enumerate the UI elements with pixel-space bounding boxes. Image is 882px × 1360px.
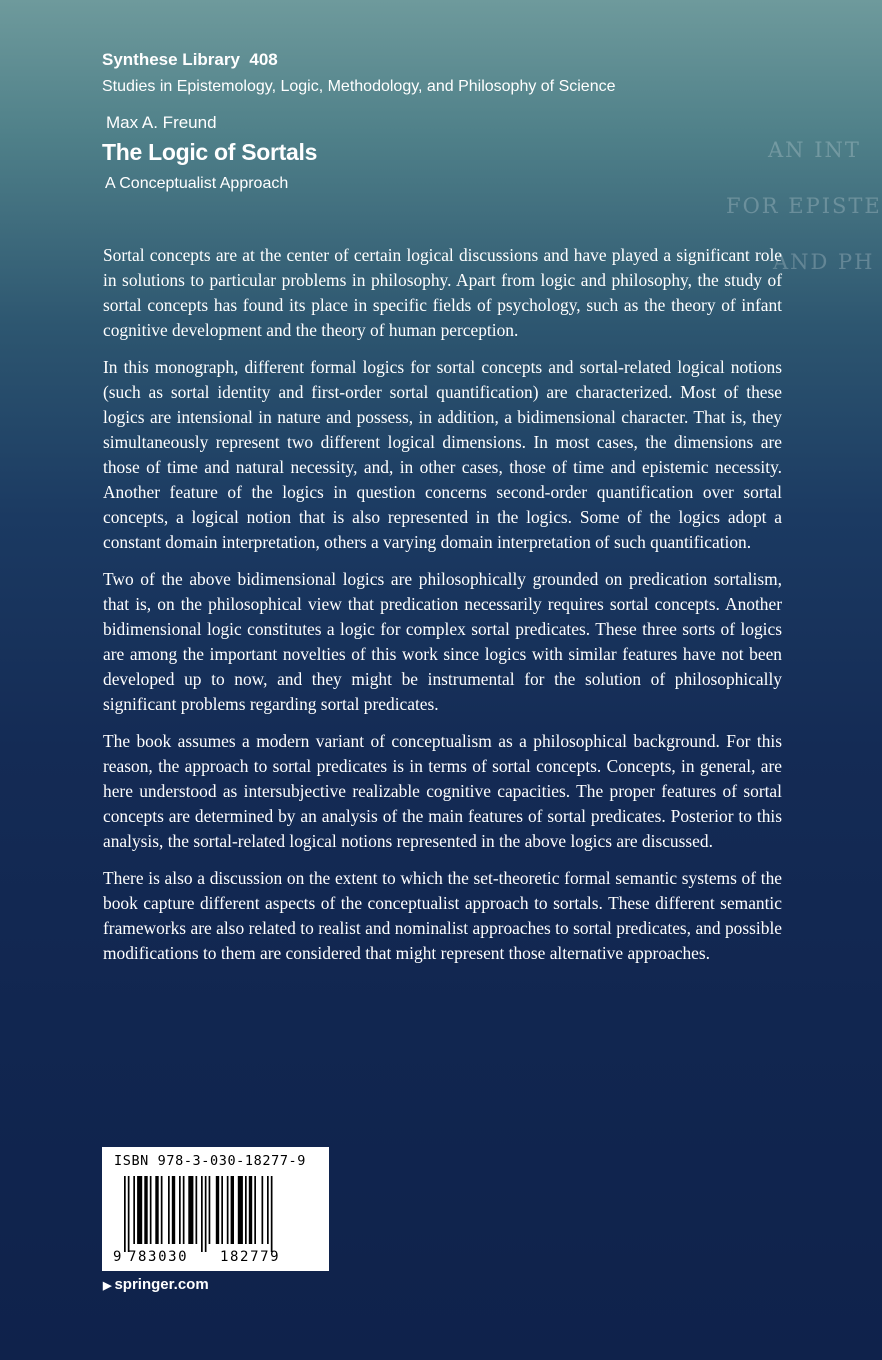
series-title: Synthese Library 408 [102, 50, 278, 69]
isbn-barcode-box [102, 1147, 329, 1271]
barcode-bar [209, 1176, 211, 1244]
isbn-label: ISBN 978-3-030-18277-9 [114, 1153, 307, 1169]
book-subtitle: A Conceptualist Approach [105, 175, 289, 192]
barcode-leading-digit: 9 [113, 1249, 122, 1265]
barcode-bar [188, 1176, 193, 1244]
back-cover-blurb [103, 243, 782, 978]
barcode-bar [172, 1176, 175, 1244]
barcode-bar [254, 1176, 256, 1244]
barcode-bar [267, 1176, 269, 1244]
play-arrow-icon: ▶ [103, 1280, 112, 1292]
barcode-bar [238, 1176, 243, 1244]
barcode-bar [205, 1176, 207, 1252]
barcode-bar [124, 1176, 126, 1252]
series-subtitle: Studies in Epistemology, Logic, Methodology, and Philosophy of Science [102, 78, 616, 95]
barcode-bar [179, 1176, 181, 1244]
background-text-line: FOR EPISTE [726, 194, 882, 218]
barcode-bar [271, 1176, 273, 1252]
barcode-bar [249, 1176, 252, 1244]
barcode-bar [161, 1176, 163, 1244]
blurb-paragraph: Sortal concepts are at the center of certain logical discussions and have played a significant role in solutions to particular problems in philosophy. Apart from logic and philosophy, the study of sortal concepts has found its place in specific fields of psychology, such as the theory of infant cognitive development and the theory of human perception. [103, 245, 782, 340]
barcode-bar [168, 1176, 170, 1244]
barcode-bar [201, 1176, 203, 1252]
barcode-bar [155, 1176, 158, 1244]
publisher-link[interactable] [103, 1276, 209, 1293]
background-text-line: AND PH [773, 250, 875, 274]
barcode-bar [128, 1176, 130, 1252]
barcode-bar [245, 1176, 247, 1244]
barcode-bar [262, 1176, 264, 1244]
barcode-bar [227, 1176, 229, 1244]
barcode-bar [133, 1176, 135, 1244]
barcode-bar [231, 1176, 234, 1244]
barcode-bar [144, 1176, 147, 1244]
barcode-bar [221, 1176, 223, 1244]
author-name: Max A. Freund [106, 113, 217, 132]
blurb-paragraph: Two of the above bidimensional logics are philosophically grounded on predication sortalism, that is, on the philosophical view that predication necessarily requires sortal concepts. Another bidimensional logic constitutes a logic for complex sortal predicates. These three sorts of logics are among the important novelties of this work since logics with similar features have not been developed up to now, and they might be instrumental for the solution of philosophically significant problems regarding sortal predicates. [103, 569, 782, 714]
blurb-paragraph: There is also a discussion on the extent to which the set-theoretic formal semantic systems of the book capture different aspects of the conceptualist approach to sortals. These different semantic frameworks are also related to realist and nominalist approaches to sortal predicates, and possible modifications to them are considered that might represent those alternative approaches. [103, 868, 782, 963]
barcode-bar [216, 1176, 219, 1244]
series-info [102, 48, 616, 102]
barcode-graphic [112, 1174, 319, 1266]
barcode-bar [137, 1176, 142, 1244]
blurb-paragraph: In this monograph, different formal logics for sortal concepts and sortal-related logical notions (such as sortal identity and first-order sortal quantification) are characterized. Most of these logics are intensional in nature and possess, in addition, a bidimensional character. That is, they simultaneously represent two different logical dimensions. In most cases, the dimensions are those of time and natural necessity, and, in other cases, those of time and epistemic necessity. Another feature of the logics in question concerns second-order quantification over sortal concepts, a logical notion that is also represented in the logics. Some of the logics adopt a constant domain interpretation, others a varying domain interpretation of such quantification. [103, 357, 782, 552]
barcode-right-digits: 182779 [220, 1249, 281, 1265]
barcode-bar [150, 1176, 152, 1244]
blurb-paragraph: The book assumes a modern variant of conceptualism as a philosophical background. For this reason, the approach to sortal predicates is in terms of sortal concepts. Concepts, in general, are here understood as intersubjective realizable cognitive capacities. The proper features of sortal concepts are determined by an analysis of the main features of sortal predicates. Posterior to this analysis, the sortal-related logical notions represented in the above logics are discussed. [103, 731, 782, 851]
barcode-bar [183, 1176, 185, 1244]
background-text-line: AN INT [768, 138, 861, 162]
publisher-link-text: springer.com [114, 1276, 209, 1293]
barcode-bar [196, 1176, 198, 1244]
book-title: The Logic of Sortals [102, 139, 318, 165]
barcode-left-digits: 783030 [128, 1249, 189, 1265]
